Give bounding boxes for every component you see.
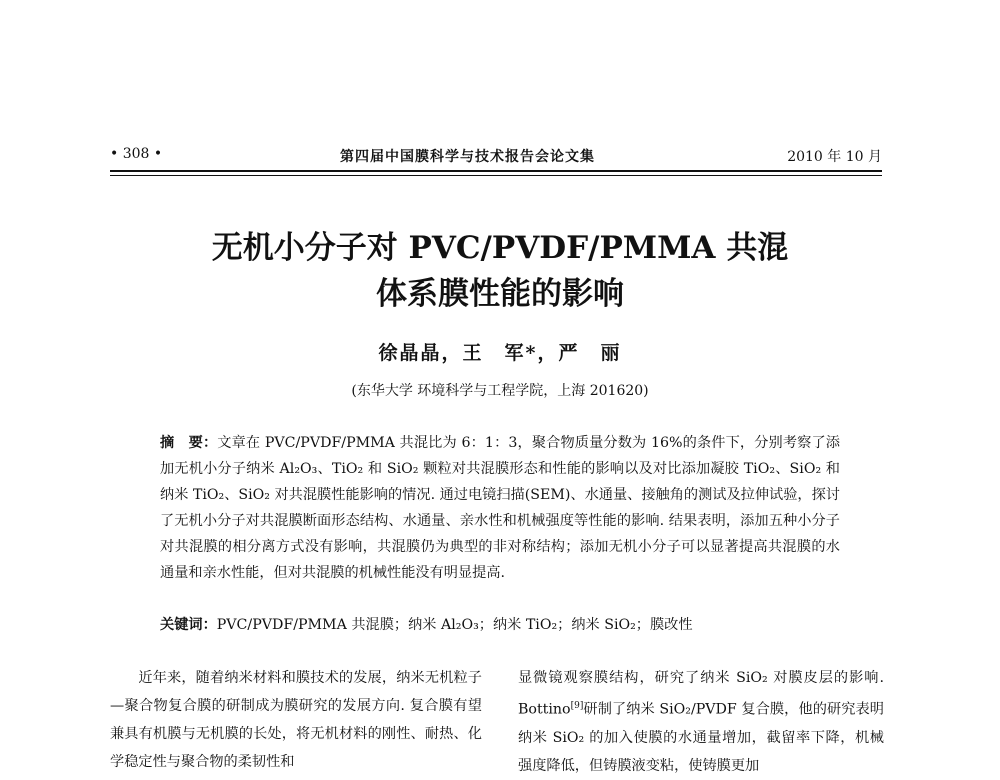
- paper-title-line-1: 无机小分子对 PVC/PVDF/PMMA 共混: [211, 230, 789, 266]
- proceedings-title: 第四届中国膜科学与技术报告会论文集: [340, 149, 595, 165]
- header-rule-thick: [110, 170, 882, 172]
- publication-date: 2010 年 10 月: [787, 149, 882, 165]
- body-right-part-b: 研制了纳米 SiO₂/PVDF 复合膜，他的研究表明纳米 SiO₂ 的加入使膜的水通量增加，截留率下降，机械强度降低，但铸膜液变粘，使铸膜更加: [518, 701, 884, 774]
- citation-ref[interactable]: [9]: [570, 701, 584, 711]
- abstract-text: 文章在 PVC/PVDF/PMMA 共混比为 6：1：3，聚合物质量分数为 16%的条件下，分别考察了添加无机小分子纳米 Al₂O₃、TiO₂ 和 SiO₂ 颗粒对共混膜形态和性能的影响以及对比添加凝胶 TiO₂、SiO₂ 和纳米 TiO₂、SiO₂ 对共混膜性能影响的情况. 通过电镜扫描(SEM)、水通量、接触角的测试及拉伸试验，探讨了无机小分子对共混膜断面形态结构、水通量、亲水性和机械强度等性能的影响. 结果表明，添加五种小分子对共混膜的相分离方式没有影响，共混膜仍为典型的非对称结构；添加无机小分子可以显著提高共混膜的水通量和亲水性能，但对共混膜的机械性能没有明显提高.: [160, 435, 840, 581]
- keywords: [160, 614, 840, 634]
- body-paragraph-left: 近年来，随着纳米材料和膜技术的发展，纳米无机粒子—聚合物复合膜的研制成为膜研究的发展方向. 复合膜有望兼具有机膜与无机膜的长处，将无机材料的刚性、耐热、化学稳定性与聚合物的柔韧性和: [110, 670, 482, 770]
- authors: 徐晶晶，王 军*，严 丽: [378, 342, 622, 364]
- body-column-left: [110, 664, 482, 776]
- body-right-part-a: 显微镜观察膜结构，研究了纳米 SiO₂ 对膜皮层的影响. Bottino: [518, 670, 884, 718]
- abstract: [160, 430, 840, 586]
- affiliation: (东华大学 环境科学与工程学院，上海 201620): [351, 383, 649, 399]
- page-number: • 308 •: [110, 146, 163, 162]
- paper-title-line-2: 体系膜性能的影响: [376, 276, 624, 312]
- header-rule-thin: [110, 175, 882, 176]
- body-paragraph-right: [518, 664, 884, 780]
- body-column-right: [518, 664, 884, 780]
- abstract-label: 摘 要：: [160, 435, 218, 451]
- keywords-label: 关键词：: [160, 617, 217, 633]
- keywords-text: PVC/PVDF/PMMA 共混膜；纳米 Al₂O₃；纳米 TiO₂；纳米 SiO₂；膜改性: [216, 617, 693, 633]
- running-header: [110, 146, 882, 168]
